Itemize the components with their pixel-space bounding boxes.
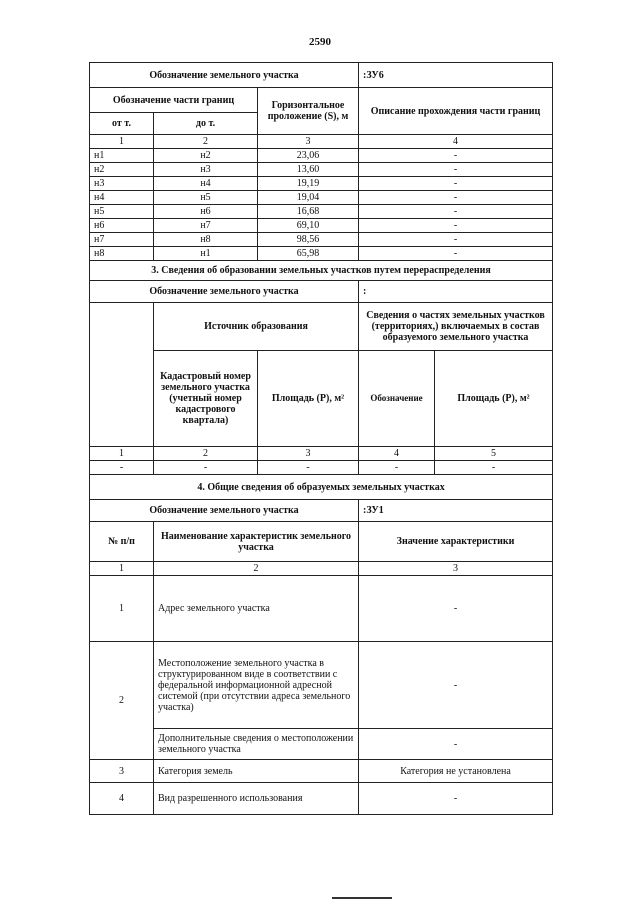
boundary-description-header: Описание прохождения части границ <box>359 88 553 135</box>
horizontal-distance: 69,10 <box>258 219 359 233</box>
col-number: 1 <box>90 135 154 149</box>
section-3-header-row <box>90 303 553 351</box>
part-boundary-header: Обозначение части границ <box>90 88 258 113</box>
from-point-header: от т. <box>90 113 154 135</box>
boundary-description: - <box>359 233 553 247</box>
land-plot-table <box>89 62 553 815</box>
characteristic-name: Категория земель <box>154 760 359 783</box>
to-point: н4 <box>154 177 258 191</box>
section-4-column-number-row <box>90 562 553 576</box>
section-4-designation-label: Обозначение земельного участка <box>90 500 359 522</box>
section-4-title: 4. Общие сведения об образуемых земельных участках <box>90 475 553 500</box>
characteristic-name: Местоположение земельного участка в структурированном виде в соответствии с федеральной информационной адресной системой (при отсутствии адреса земельного участка) <box>154 642 359 729</box>
table-row <box>90 783 553 815</box>
from-point: н2 <box>90 163 154 177</box>
characteristic-name: Адрес земельного участка <box>154 576 359 642</box>
characteristic-value: - <box>359 576 553 642</box>
source-of-formation-header: Источник образования <box>154 303 359 351</box>
col-number: 2 <box>154 562 359 576</box>
col-number: 3 <box>258 447 359 461</box>
horizontal-distance-header: Горизонтальное проложение (S), м <box>258 88 359 135</box>
horizontal-distance: 19,04 <box>258 191 359 205</box>
section-3-title-row <box>90 261 553 281</box>
section-3-subheader-row <box>90 351 553 447</box>
col-number: 4 <box>359 447 435 461</box>
characteristic-name: Вид разрешенного использования <box>154 783 359 815</box>
characteristic-value-header: Значение характеристики <box>359 522 553 562</box>
table-row <box>90 191 553 205</box>
section-3-designation-row <box>90 281 553 303</box>
empty-value: - <box>90 461 154 475</box>
col-number: 3 <box>258 135 359 149</box>
horizontal-distance: 19,19 <box>258 177 359 191</box>
from-point: н7 <box>90 233 154 247</box>
empty-value: - <box>359 461 435 475</box>
characteristic-value: Категория не установлена <box>359 760 553 783</box>
col-number: 2 <box>154 447 258 461</box>
section-4-header-row <box>90 522 553 562</box>
table-row <box>90 149 553 163</box>
characteristic-value: - <box>359 642 553 729</box>
section-4-designation-value: :ЗУ1 <box>359 500 553 522</box>
section-4-designation-row <box>90 500 553 522</box>
section-3-designation-value: : <box>359 281 553 303</box>
page-number: 2590 <box>309 36 331 48</box>
designation-value: :ЗУ6 <box>359 63 553 88</box>
table-row <box>90 233 553 247</box>
characteristic-name-header: Наименование характеристик земельного участка <box>154 522 359 562</box>
table-row <box>90 729 553 760</box>
characteristic-name: Дополнительные сведения о местоположении земельного участка <box>154 729 359 760</box>
horizontal-distance: 13,60 <box>258 163 359 177</box>
horizontal-distance: 65,98 <box>258 247 359 261</box>
plot-parts-header: Сведения о частях земельных участков (территориях,) включаемых в состав образуемого земельного участка <box>359 303 553 351</box>
scan-artifact <box>332 897 392 899</box>
boundary-description: - <box>359 219 553 233</box>
to-point: н8 <box>154 233 258 247</box>
horizontal-distance: 98,56 <box>258 233 359 247</box>
from-point: н5 <box>90 205 154 219</box>
cadastral-number-header: Кадастровый номер земельного участка (учетный номер кадастрового квартала) <box>154 351 258 447</box>
boundary-description: - <box>359 149 553 163</box>
row-number-header: № п/п <box>90 522 154 562</box>
designation-label: Обозначение земельного участка <box>90 63 359 88</box>
table-row <box>90 247 553 261</box>
table-row <box>90 760 553 783</box>
section-3-designation-label: Обозначение земельного участка <box>90 281 359 303</box>
to-point: н1 <box>154 247 258 261</box>
column-number-row <box>90 135 553 149</box>
table-row <box>90 576 553 642</box>
area-header-2: Площадь (Р), м² <box>435 351 553 447</box>
table-row <box>90 219 553 233</box>
col-number: 3 <box>359 562 553 576</box>
boundary-header-row <box>90 88 553 113</box>
to-point: н2 <box>154 149 258 163</box>
to-point: н7 <box>154 219 258 233</box>
empty-value: - <box>154 461 258 475</box>
area-header: Площадь (Р), м² <box>258 351 359 447</box>
boundary-description: - <box>359 205 553 219</box>
horizontal-distance: 16,68 <box>258 205 359 219</box>
boundary-description: - <box>359 191 553 205</box>
col-number: 5 <box>435 447 553 461</box>
table-row <box>90 642 553 729</box>
table-row <box>90 461 553 475</box>
col-number: 1 <box>90 447 154 461</box>
col-number: 1 <box>90 562 154 576</box>
section-4-title-row <box>90 475 553 500</box>
row-number: 2 <box>90 642 154 760</box>
boundary-description: - <box>359 163 553 177</box>
row-number: 1 <box>90 576 154 642</box>
col-number: 4 <box>359 135 553 149</box>
col-number: 2 <box>154 135 258 149</box>
from-point: н6 <box>90 219 154 233</box>
from-point: н4 <box>90 191 154 205</box>
to-point: н3 <box>154 163 258 177</box>
characteristic-value: - <box>359 783 553 815</box>
from-point: н1 <box>90 149 154 163</box>
designation-row <box>90 63 553 88</box>
characteristic-value: - <box>359 729 553 760</box>
empty-value: - <box>258 461 359 475</box>
boundary-description: - <box>359 247 553 261</box>
section-3-column-number-row <box>90 447 553 461</box>
from-point: н8 <box>90 247 154 261</box>
to-point: н6 <box>154 205 258 219</box>
to-point-header: до т. <box>154 113 258 135</box>
designation-header: Обозначение <box>359 351 435 447</box>
table-row <box>90 205 553 219</box>
table-row <box>90 177 553 191</box>
row-number: 4 <box>90 783 154 815</box>
empty-cell <box>90 303 154 447</box>
to-point: н5 <box>154 191 258 205</box>
empty-value: - <box>435 461 553 475</box>
row-number: 3 <box>90 760 154 783</box>
from-point: н3 <box>90 177 154 191</box>
boundary-description: - <box>359 177 553 191</box>
horizontal-distance: 23,06 <box>258 149 359 163</box>
table-row <box>90 163 553 177</box>
section-3-title: 3. Сведения об образовании земельных участков путем перераспределения <box>90 261 553 281</box>
